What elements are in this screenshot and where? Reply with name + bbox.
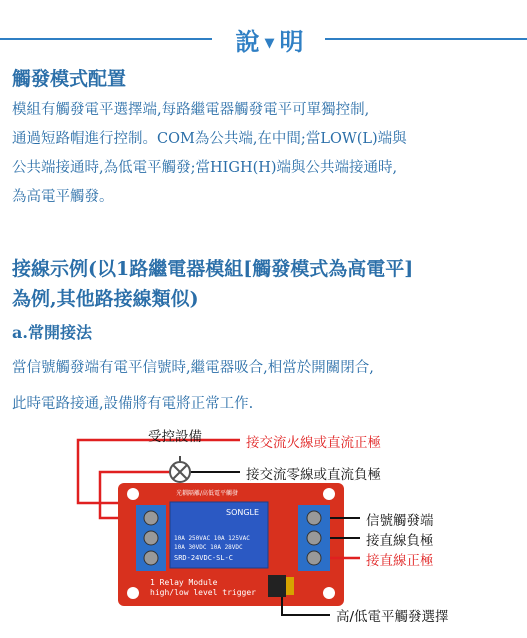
section-header <box>0 20 527 56</box>
jumper-label: 高/低電平觸發選擇 <box>336 609 449 625</box>
paragraph-line: 通過短路帽進行控制。COM為公共端,在中間;當LOW(L)端與 <box>12 131 407 147</box>
paragraph-line: 公共端接通時,為低電平觸發;當HIGH(H)端與公共端接通時, <box>12 160 398 176</box>
triangle-down-icon: ▼ <box>264 35 277 51</box>
screw-terminal <box>307 551 321 565</box>
header-title: 說 ▼ 明 <box>235 28 306 56</box>
device-label: 受控設備 <box>148 429 202 445</box>
wiring-heading-line1: 接線示例(以1路繼電器模組[觸發模式為高電平] <box>12 258 414 280</box>
dc-negative-label: 接直線負極 <box>366 533 434 549</box>
wiring-diagram-svg <box>0 425 527 634</box>
normally-open-heading: a.常開接法 <box>12 323 92 342</box>
mount-hole <box>323 488 335 500</box>
paragraph-line: 模組有觸發電平選擇端,每路繼電器觸發電平可單獨控制, <box>12 102 370 118</box>
screw-terminal <box>144 511 158 525</box>
neutral-label: 接交流零線或直流負極 <box>246 467 381 483</box>
wiring-heading-line2: 為例,其他路接線類似) <box>12 288 199 310</box>
board-text: high/low level trigger <box>150 588 256 597</box>
relay-model: SRD-24VDC-SL-C <box>174 554 234 562</box>
paragraph-line: 當信號觸發端有電平信號時,繼電器吸合,相當於開關閉合, <box>12 360 374 376</box>
board-top-text: 光耦隔離/高低電平觸發 <box>176 490 239 497</box>
jumper-pins <box>286 577 294 595</box>
mount-hole <box>323 587 335 599</box>
mount-hole <box>127 587 139 599</box>
paragraph-line: 為高電平觸發。 <box>12 189 114 205</box>
screw-terminal <box>307 511 321 525</box>
signal-label: 信號觸發端 <box>366 513 434 529</box>
paragraph-line: 此時電路接通,設備將有電將正常工作. <box>12 396 254 412</box>
trigger-mode-heading: 觸發模式配置 <box>12 68 127 90</box>
dc-positive-label: 接直線正極 <box>366 553 434 569</box>
board-text: 1 Relay Module <box>150 578 218 587</box>
wiring-diagram <box>0 425 527 634</box>
relay-spec: 10A 250VAC 10A 125VAC <box>174 535 250 542</box>
relay-brand: SONGLE <box>226 508 260 517</box>
header-rule-left <box>0 38 212 40</box>
screw-terminal <box>144 531 158 545</box>
screw-terminal <box>144 551 158 565</box>
mount-hole <box>127 488 139 500</box>
jumper-cap <box>268 575 286 597</box>
relay-spec: 10A 30VDC 10A 28VDC <box>174 544 243 551</box>
live-label: 接交流火線或直流正極 <box>246 435 381 451</box>
screw-terminal <box>307 531 321 545</box>
header-rule-right <box>325 38 527 40</box>
